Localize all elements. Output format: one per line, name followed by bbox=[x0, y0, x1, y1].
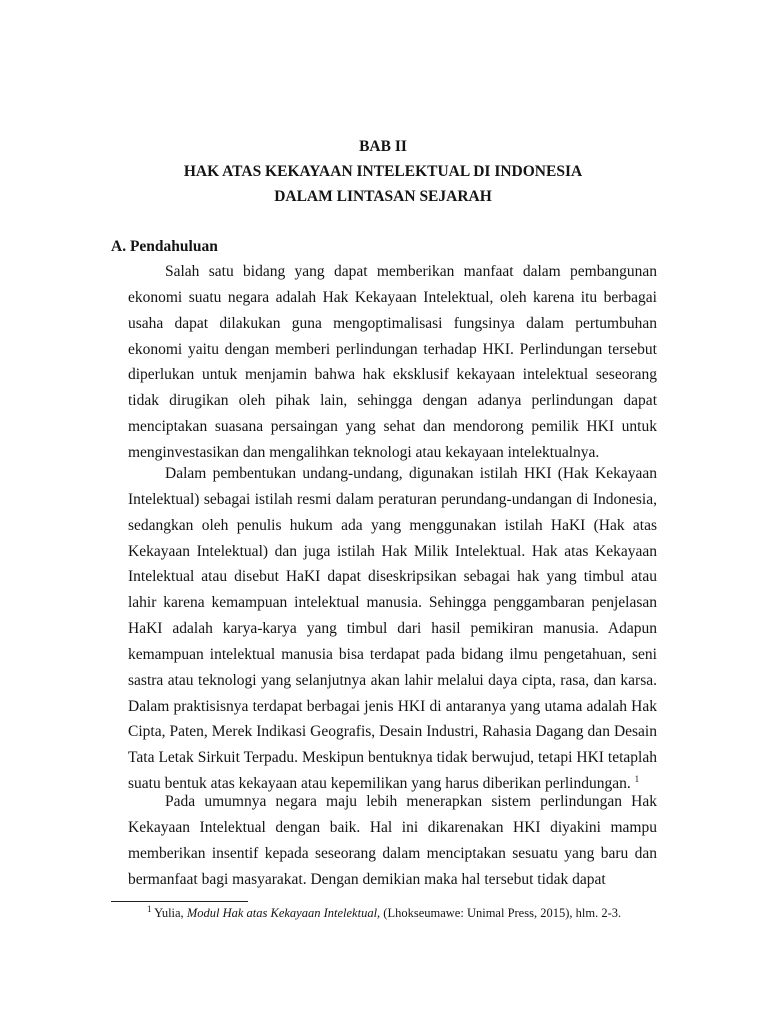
footnote-divider bbox=[111, 901, 248, 902]
chapter-title-line-1: HAK ATAS KEKAYAAN INTELEKTUAL DI INDONESIA bbox=[183, 163, 583, 180]
footnote-book-title: Modul Hak atas Kekayaan Intelektual bbox=[186, 906, 378, 920]
chapter-number: BAB II bbox=[359, 138, 407, 155]
footnote-publication: , (Lhokseumawe: Unimal Press, 2015), hlm. 2-3. bbox=[377, 906, 622, 920]
paragraph-2 bbox=[128, 461, 657, 797]
footnote bbox=[147, 905, 621, 921]
paragraph-1 bbox=[128, 259, 657, 466]
footnote-author: Yulia, bbox=[154, 906, 184, 920]
chapter-title-line-2: DALAM LINTASAN SEJARAH bbox=[274, 188, 492, 205]
section-title: A. Pendahuluan bbox=[111, 238, 218, 255]
paragraph-1-text: Salah satu bidang yang dapat memberikan manfaat dalam pembangunan ekonomi suatu negara adalah Hak Kekayaan Intelektual, oleh karena itu berbagai usaha dapat dilakukan guna mengoptimalisasi fungsinya dalam pertumbuhan ekonomi yaitu dengan memberi perlindungan terhadap HKI. Perlindungan tersebut diperlukan untuk menjamin bahwa hak eksklusif kekayaan intelektual seseorang tidak dirugikan oleh pihak lain, sehingga dengan adanya perlindungan dapat menciptakan suasana persaingan yang sehat dan mendorong pemilik HKI untuk menginvestasikan dan mengalihkan teknologi atau kekayaan intelektualnya. bbox=[128, 263, 657, 461]
paragraph-3 bbox=[128, 789, 657, 892]
footnote-reference: 1 bbox=[634, 773, 640, 784]
paragraph-3-text: Pada umumnya negara maju lebih menerapkan sistem perlindungan Hak Kekayaan Intelektual dengan baik. Hal ini dikarenakan HKI diyakini mampu memberikan insentif kepada seseorang dalam menciptakan sesuatu yang baru dan bermanfaat bagi masyarakat. Dengan demikian maka hal tersebut tidak dapat bbox=[128, 793, 657, 888]
footnote-number: 1 bbox=[147, 903, 152, 914]
paragraph-2-text: Dalam pembentukan undang-undang, digunakan istilah HKI (Hak Kekayaan Intelektual) sebagai istilah resmi dalam peraturan perundang-undangan di Indonesia, sedangkan oleh penulis hukum ada yang menggunakan istilah HaKI (Hak atas Kekayaan Intelektual) dan juga istilah Hak Milik Intelektual. Hak atas Kekayaan Intelektual atau disebut HaKI dapat diseskripsikan sebagai hak yang timbul atau lahir karena kemampuan intelektual manusia. Sehingga penggambaran penjelasan HaKI adalah karya-karya yang timbul dari hasil pemikiran manusia. Adapun kemampuan intelektual manusia bisa terdapat pada bidang ilmu pengetahuan, seni sastra atau teknologi yang selanjutnya akan lahir melalui daya cipta, rasa, dan karsa. Dalam praktisisnya terdapat berbagai jenis HKI di antaranya yang utama adalah Hak Cipta, Paten, Merek Indikasi Geografis, Desain Industri, Rahasia Dagang dan Desain Tata Letak Sirkuit Terpadu. Meskipun bentuknya tidak berwujud, tetapi HKI tetaplah suatu bentuk atas kekayaan atau kepemilikan yang harus diberikan perlindungan. bbox=[128, 465, 657, 793]
